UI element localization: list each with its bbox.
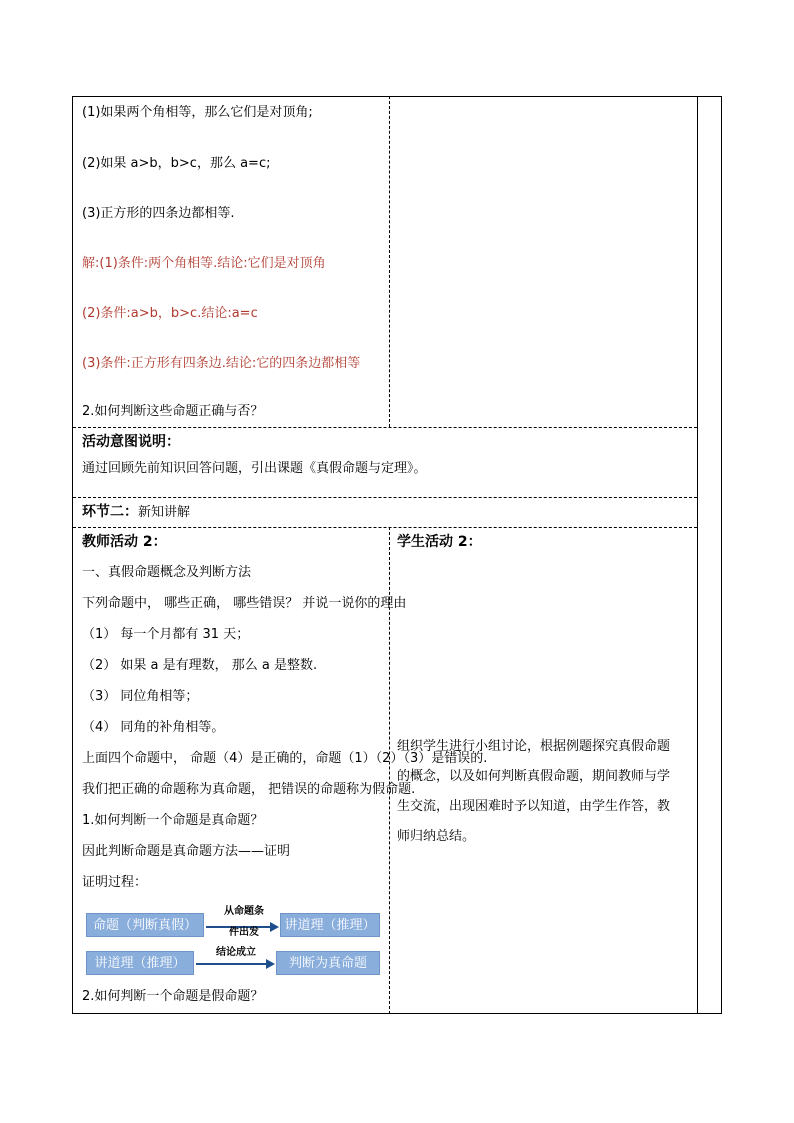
answer-1: 解:(1)条件:两个角相等.结论:它们是对顶角 bbox=[82, 256, 326, 271]
flow-box-reasoning-1: 讲道理（推理） bbox=[280, 913, 380, 937]
false-proposition-question: 2.如何判断一个命题是假命题？ bbox=[82, 989, 264, 1004]
intent-text: 通过回顾先前知识回答问题，引出课题《真假命题与定理》。 bbox=[82, 461, 427, 476]
section2-heading bbox=[82, 503, 190, 522]
method-text: 因此判断命题是真命题方法——证明 bbox=[82, 844, 291, 859]
proposition-4: （4） 同角的补角相等。 bbox=[82, 720, 225, 735]
judge-question: 2.如何判断这些命题正确与否？ bbox=[82, 404, 264, 419]
row-divider-section2 bbox=[73, 497, 697, 498]
question-3: (3)正方形的四条边都相等. bbox=[82, 206, 235, 221]
flow-arrow-1-label-2: 件出发 bbox=[229, 927, 259, 938]
student-text-line-3: 生交流，出现困难时予以知道，由学生作答，教 bbox=[397, 799, 671, 814]
proposition-3: （3） 同位角相等； bbox=[82, 689, 199, 704]
process-label: 证明过程： bbox=[82, 875, 148, 890]
teacher-intro: 下列命题中， 哪些正确， 哪些错误？ 并说一说你的理由 bbox=[82, 596, 407, 611]
flow-box-true-result: 判断为真命题 bbox=[276, 951, 380, 975]
answer-2: (2)条件:a>b，b>c.结论:a=c bbox=[82, 306, 258, 321]
student-text-line-4: 师归纳总结。 bbox=[397, 829, 476, 844]
teacher-subheading: 一、真假命题概念及判断方法 bbox=[82, 565, 252, 580]
flow-arrow-2-label: 结论成立 bbox=[216, 947, 256, 958]
student-text-line-2: 的概念，以及如何判断真假命题，期间教师与学 bbox=[397, 769, 671, 784]
question-1: (1)如果两个角相等，那么它们是对顶角; bbox=[82, 105, 313, 120]
proposition-1: （1） 每一个月都有 31 天； bbox=[82, 627, 250, 642]
answer-3: (3)条件:正方形有四条边.结论:它的四条边都相等 bbox=[82, 356, 361, 371]
student-heading: 学生活动 2： bbox=[397, 534, 482, 550]
section2-heading-bold: 环节二： bbox=[82, 504, 138, 520]
teacher-heading: 教师活动 2： bbox=[82, 534, 167, 550]
column-divider-top bbox=[389, 96, 390, 427]
true-proposition-question: 1.如何判断一个命题是真命题？ bbox=[82, 813, 264, 828]
question-2: (2)如果 a>b，b>c，那么 a=c; bbox=[82, 156, 271, 171]
summary-line-2: 我们把正确的命题称为真命题， 把错误的命题称为假命题. bbox=[82, 782, 416, 797]
student-text-line-1: 组织学生进行小组讨论，根据例题探究真假命题 bbox=[397, 739, 671, 754]
flow-box-proposition: 命题（判断真假） bbox=[86, 913, 204, 937]
section2-heading-rest: 新知讲解 bbox=[138, 505, 191, 520]
flow-arrow-1-label-1: 从命题条 bbox=[224, 906, 264, 917]
row-divider-intent bbox=[73, 427, 697, 428]
flow-box-reasoning-2: 讲道理（推理） bbox=[86, 951, 194, 975]
column-divider-right bbox=[697, 96, 698, 1014]
summary-line-1: 上面四个命题中， 命题（4）是正确的，命题（1）（2）（3）是错误的. bbox=[82, 751, 488, 766]
proposition-2: （2） 如果 a 是有理数， 那么 a 是整数. bbox=[82, 658, 318, 673]
intent-heading: 活动意图说明： bbox=[82, 434, 180, 450]
